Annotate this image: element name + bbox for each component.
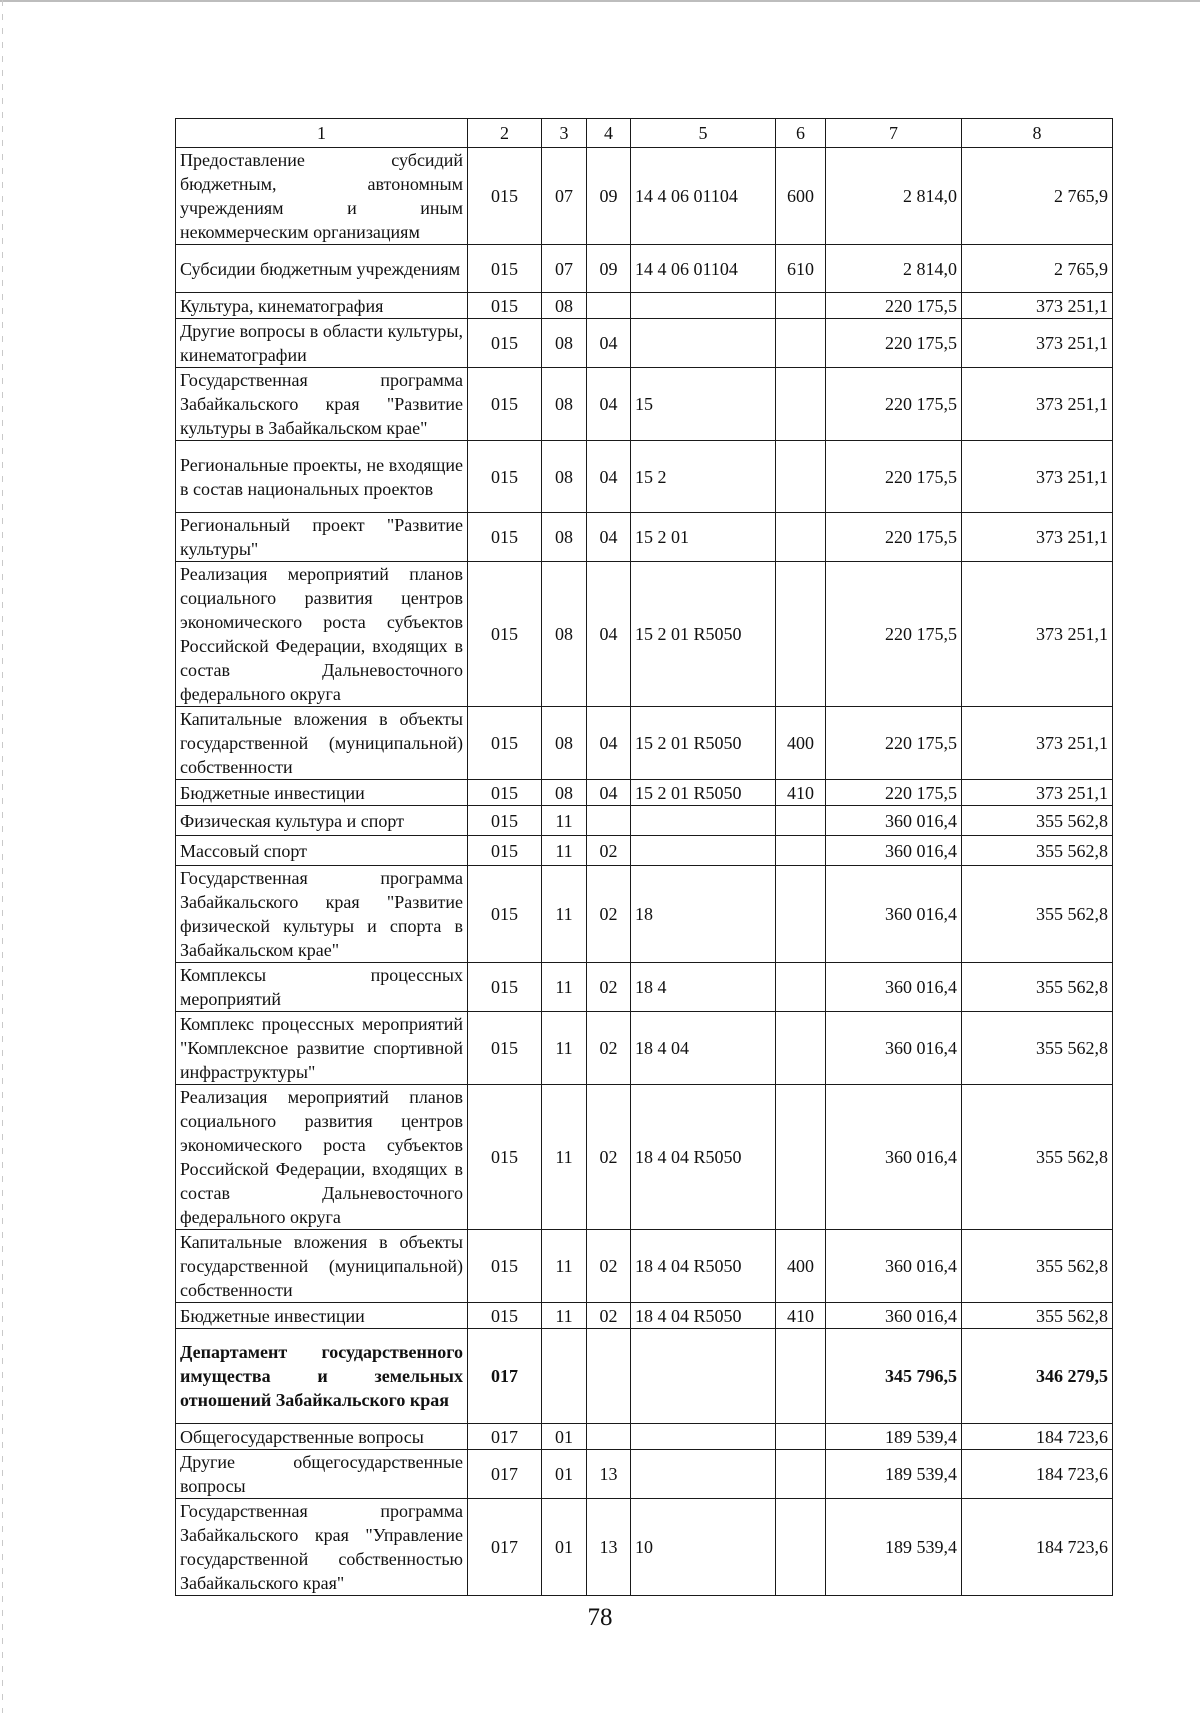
amount-col7-cell: 189 539,4 <box>826 1450 962 1499</box>
expense-type-cell <box>776 1012 826 1085</box>
row-name-cell: Предоставление субсидий бюджетным, автономным учреждениям и иным некоммерческим организациям <box>176 148 468 245</box>
table-row <box>176 513 1113 562</box>
amount-col8-cell: 346 279,5 <box>962 1329 1113 1424</box>
table-row <box>176 441 1113 513</box>
section-code-cell: 08 <box>542 562 587 707</box>
row-name-cell: Реализация мероприятий планов социального развития центров экономического роста субъектов Российской Федерации, входящих в состав Дальневосточного федерального округа <box>176 1085 468 1230</box>
target-item-cell <box>631 836 776 866</box>
section-code-cell: 01 <box>542 1450 587 1499</box>
expense-type-cell <box>776 368 826 441</box>
target-item-cell: 18 4 04 R5050 <box>631 1230 776 1303</box>
target-item-cell: 18 4 04 <box>631 1012 776 1085</box>
expense-type-cell: 410 <box>776 780 826 806</box>
target-item-cell: 15 2 01 <box>631 513 776 562</box>
target-item-cell: 15 2 01 R5050 <box>631 562 776 707</box>
subsection-code-cell: 04 <box>587 513 631 562</box>
amount-col7-cell: 2 814,0 <box>826 148 962 245</box>
amount-col7-cell: 220 175,5 <box>826 293 962 319</box>
ministry-code-cell: 015 <box>468 293 542 319</box>
expense-type-cell: 410 <box>776 1303 826 1329</box>
header-cell: 6 <box>776 119 826 148</box>
table-row <box>176 562 1113 707</box>
amount-col7-cell: 360 016,4 <box>826 1303 962 1329</box>
table-row <box>176 1303 1113 1329</box>
subsection-code-cell <box>587 806 631 836</box>
amount-col7-cell: 345 796,5 <box>826 1329 962 1424</box>
ministry-code-cell: 017 <box>468 1499 542 1596</box>
table-row <box>176 780 1113 806</box>
target-item-cell <box>631 293 776 319</box>
subsection-code-cell: 02 <box>587 1230 631 1303</box>
section-code-cell <box>542 1329 587 1424</box>
section-code-cell: 08 <box>542 293 587 319</box>
row-name-cell: Капитальные вложения в объекты государственной (муниципальной) собственности <box>176 707 468 780</box>
subsection-code-cell: 02 <box>587 1303 631 1329</box>
expense-type-cell: 600 <box>776 148 826 245</box>
row-name-cell: Государственная программа Забайкальского края "Управление государственной собственностью Забайкальского края" <box>176 1499 468 1596</box>
row-name-cell: Субсидии бюджетным учреждениям <box>176 245 468 293</box>
subsection-code-cell: 04 <box>587 780 631 806</box>
row-name-cell: Капитальные вложения в объекты государственной (муниципальной) собственности <box>176 1230 468 1303</box>
amount-col8-cell: 355 562,8 <box>962 806 1113 836</box>
expense-type-cell <box>776 1085 826 1230</box>
target-item-cell: 18 4 04 R5050 <box>631 1085 776 1230</box>
amount-col8-cell: 355 562,8 <box>962 1085 1113 1230</box>
amount-col8-cell: 355 562,8 <box>962 836 1113 866</box>
scan-left-edge <box>2 0 3 1713</box>
section-code-cell: 08 <box>542 513 587 562</box>
table-header-row <box>176 119 1113 148</box>
header-cell: 5 <box>631 119 776 148</box>
expense-type-cell <box>776 1424 826 1450</box>
row-name-cell: Государственная программа Забайкальского края "Развитие физической культуры и спорта в Забайкальском крае" <box>176 866 468 963</box>
ministry-code-cell: 015 <box>468 866 542 963</box>
ministry-code-cell: 015 <box>468 562 542 707</box>
budget-table <box>175 118 1113 1596</box>
ministry-code-cell: 017 <box>468 1424 542 1450</box>
target-item-cell: 14 4 06 01104 <box>631 245 776 293</box>
ministry-code-cell: 015 <box>468 963 542 1012</box>
target-item-cell: 15 <box>631 368 776 441</box>
section-code-cell: 11 <box>542 1303 587 1329</box>
amount-col7-cell: 220 175,5 <box>826 707 962 780</box>
subsection-code-cell: 04 <box>587 707 631 780</box>
row-name-cell: Комплексы процессных мероприятий <box>176 963 468 1012</box>
ministry-code-cell: 017 <box>468 1450 542 1499</box>
ministry-code-cell: 015 <box>468 319 542 368</box>
amount-col7-cell: 360 016,4 <box>826 806 962 836</box>
expense-type-cell: 400 <box>776 1230 826 1303</box>
amount-col8-cell: 373 251,1 <box>962 780 1113 806</box>
row-name-cell: Комплекс процессных мероприятий "Комплексное развитие спортивной инфраструктуры" <box>176 1012 468 1085</box>
amount-col7-cell: 220 175,5 <box>826 441 962 513</box>
row-name-cell: Другие вопросы в области культуры, кинематографии <box>176 319 468 368</box>
section-code-cell: 08 <box>542 368 587 441</box>
row-name-cell: Бюджетные инвестиции <box>176 1303 468 1329</box>
amount-col8-cell: 373 251,1 <box>962 562 1113 707</box>
section-code-cell: 08 <box>542 780 587 806</box>
table-row <box>176 963 1113 1012</box>
section-code-cell: 01 <box>542 1424 587 1450</box>
subsection-code-cell <box>587 1424 631 1450</box>
table-row-department <box>176 1329 1113 1424</box>
table-row <box>176 1450 1113 1499</box>
table-row <box>176 1424 1113 1450</box>
amount-col8-cell: 2 765,9 <box>962 148 1113 245</box>
expense-type-cell <box>776 562 826 707</box>
page-number: 78 <box>587 1604 613 1631</box>
amount-col8-cell: 373 251,1 <box>962 441 1113 513</box>
header-cell: 8 <box>962 119 1113 148</box>
subsection-code-cell: 04 <box>587 368 631 441</box>
ministry-code-cell: 015 <box>468 441 542 513</box>
ministry-code-cell: 015 <box>468 1303 542 1329</box>
target-item-cell: 14 4 06 01104 <box>631 148 776 245</box>
row-name-cell: Другие общегосударственные вопросы <box>176 1450 468 1499</box>
section-code-cell: 11 <box>542 1230 587 1303</box>
target-item-cell: 15 2 <box>631 441 776 513</box>
expense-type-cell <box>776 1329 826 1424</box>
ministry-code-cell: 015 <box>468 245 542 293</box>
subsection-code-cell: 02 <box>587 836 631 866</box>
target-item-cell: 18 <box>631 866 776 963</box>
table-row <box>176 1012 1113 1085</box>
amount-col7-cell: 220 175,5 <box>826 562 962 707</box>
section-code-cell: 07 <box>542 148 587 245</box>
header-cell: 7 <box>826 119 962 148</box>
subsection-code-cell: 13 <box>587 1450 631 1499</box>
expense-type-cell: 610 <box>776 245 826 293</box>
header-cell: 2 <box>468 119 542 148</box>
target-item-cell <box>631 806 776 836</box>
amount-col8-cell: 355 562,8 <box>962 1012 1113 1085</box>
amount-col8-cell: 355 562,8 <box>962 866 1113 963</box>
amount-col8-cell: 184 723,6 <box>962 1450 1113 1499</box>
subsection-code-cell: 09 <box>587 245 631 293</box>
ministry-code-cell: 015 <box>468 148 542 245</box>
expense-type-cell <box>776 963 826 1012</box>
subsection-code-cell: 02 <box>587 866 631 963</box>
subsection-code-cell: 04 <box>587 562 631 707</box>
row-name-cell: Массовый спорт <box>176 836 468 866</box>
amount-col8-cell: 373 251,1 <box>962 319 1113 368</box>
table-row <box>176 836 1113 866</box>
ministry-code-cell: 015 <box>468 1012 542 1085</box>
target-item-cell <box>631 1450 776 1499</box>
section-code-cell: 01 <box>542 1499 587 1596</box>
header-cell: 3 <box>542 119 587 148</box>
header-cell: 4 <box>587 119 631 148</box>
amount-col7-cell: 220 175,5 <box>826 513 962 562</box>
subsection-code-cell: 09 <box>587 148 631 245</box>
expense-type-cell <box>776 319 826 368</box>
row-name-cell: Физическая культура и спорт <box>176 806 468 836</box>
section-code-cell: 08 <box>542 707 587 780</box>
target-item-cell: 18 4 <box>631 963 776 1012</box>
amount-col8-cell: 2 765,9 <box>962 245 1113 293</box>
amount-col8-cell: 373 251,1 <box>962 368 1113 441</box>
expense-type-cell <box>776 866 826 963</box>
scan-top-edge <box>0 0 1200 2</box>
section-code-cell: 11 <box>542 836 587 866</box>
table-row <box>176 1085 1113 1230</box>
table-row <box>176 707 1113 780</box>
amount-col7-cell: 2 814,0 <box>826 245 962 293</box>
section-code-cell: 11 <box>542 806 587 836</box>
section-code-cell: 07 <box>542 245 587 293</box>
header-cell: 1 <box>176 119 468 148</box>
amount-col8-cell: 373 251,1 <box>962 513 1113 562</box>
row-name-cell: Государственная программа Забайкальского края "Развитие культуры в Забайкальском крае" <box>176 368 468 441</box>
expense-type-cell: 400 <box>776 707 826 780</box>
target-item-cell <box>631 319 776 368</box>
target-item-cell: 15 2 01 R5050 <box>631 780 776 806</box>
subsection-code-cell: 02 <box>587 1085 631 1230</box>
table-row <box>176 1230 1113 1303</box>
amount-col7-cell: 220 175,5 <box>826 368 962 441</box>
subsection-code-cell: 02 <box>587 963 631 1012</box>
ministry-code-cell: 015 <box>468 1230 542 1303</box>
row-name-cell: Общегосударственные вопросы <box>176 1424 468 1450</box>
table-row <box>176 245 1113 293</box>
ministry-code-cell: 015 <box>468 368 542 441</box>
amount-col7-cell: 360 016,4 <box>826 1230 962 1303</box>
ministry-code-cell: 015 <box>468 836 542 866</box>
expense-type-cell <box>776 1450 826 1499</box>
target-item-cell: 15 2 01 R5050 <box>631 707 776 780</box>
expense-type-cell <box>776 1499 826 1596</box>
amount-col7-cell: 189 539,4 <box>826 1499 962 1596</box>
expense-type-cell <box>776 441 826 513</box>
amount-col8-cell: 373 251,1 <box>962 707 1113 780</box>
amount-col7-cell: 220 175,5 <box>826 319 962 368</box>
amount-col7-cell: 360 016,4 <box>826 866 962 963</box>
amount-col7-cell: 360 016,4 <box>826 836 962 866</box>
amount-col8-cell: 355 562,8 <box>962 1230 1113 1303</box>
row-name-cell: Департамент государственного имущества и земельных отношений Забайкальского края <box>176 1329 468 1424</box>
table-row <box>176 866 1113 963</box>
expense-type-cell <box>776 293 826 319</box>
amount-col8-cell: 355 562,8 <box>962 963 1113 1012</box>
subsection-code-cell: 04 <box>587 319 631 368</box>
expense-type-cell <box>776 836 826 866</box>
expense-type-cell <box>776 513 826 562</box>
section-code-cell: 11 <box>542 963 587 1012</box>
section-code-cell: 11 <box>542 1012 587 1085</box>
amount-col7-cell: 360 016,4 <box>826 1012 962 1085</box>
row-name-cell: Реализация мероприятий планов социального развития центров экономического роста субъектов Российской Федерации, входящих в состав Дальневосточного федерального округа <box>176 562 468 707</box>
subsection-code-cell: 02 <box>587 1012 631 1085</box>
amount-col8-cell: 184 723,6 <box>962 1499 1113 1596</box>
amount-col7-cell: 360 016,4 <box>826 963 962 1012</box>
row-name-cell: Региональные проекты, не входящие в состав национальных проектов <box>176 441 468 513</box>
row-name-cell: Бюджетные инвестиции <box>176 780 468 806</box>
subsection-code-cell <box>587 293 631 319</box>
subsection-code-cell <box>587 1329 631 1424</box>
amount-col8-cell: 373 251,1 <box>962 293 1113 319</box>
amount-col7-cell: 220 175,5 <box>826 780 962 806</box>
amount-col8-cell: 184 723,6 <box>962 1424 1113 1450</box>
ministry-code-cell: 015 <box>468 780 542 806</box>
ministry-code-cell: 015 <box>468 707 542 780</box>
section-code-cell: 11 <box>542 1085 587 1230</box>
ministry-code-cell: 015 <box>468 1085 542 1230</box>
ministry-code-cell: 015 <box>468 806 542 836</box>
expense-type-cell <box>776 806 826 836</box>
amount-col7-cell: 189 539,4 <box>826 1424 962 1450</box>
amount-col8-cell: 355 562,8 <box>962 1303 1113 1329</box>
target-item-cell <box>631 1424 776 1450</box>
section-code-cell: 11 <box>542 866 587 963</box>
target-item-cell: 18 4 04 R5050 <box>631 1303 776 1329</box>
subsection-code-cell: 13 <box>587 1499 631 1596</box>
amount-col7-cell: 360 016,4 <box>826 1085 962 1230</box>
table-row <box>176 319 1113 368</box>
target-item-cell <box>631 1329 776 1424</box>
row-name-cell: Культура, кинематография <box>176 293 468 319</box>
subsection-code-cell: 04 <box>587 441 631 513</box>
target-item-cell: 10 <box>631 1499 776 1596</box>
ministry-code-cell: 015 <box>468 513 542 562</box>
section-code-cell: 08 <box>542 441 587 513</box>
table-row <box>176 806 1113 836</box>
table-row <box>176 293 1113 319</box>
table-row <box>176 1499 1113 1596</box>
row-name-cell: Региональный проект "Развитие культуры" <box>176 513 468 562</box>
table-row <box>176 148 1113 245</box>
table-row <box>176 368 1113 441</box>
section-code-cell: 08 <box>542 319 587 368</box>
ministry-code-cell: 017 <box>468 1329 542 1424</box>
